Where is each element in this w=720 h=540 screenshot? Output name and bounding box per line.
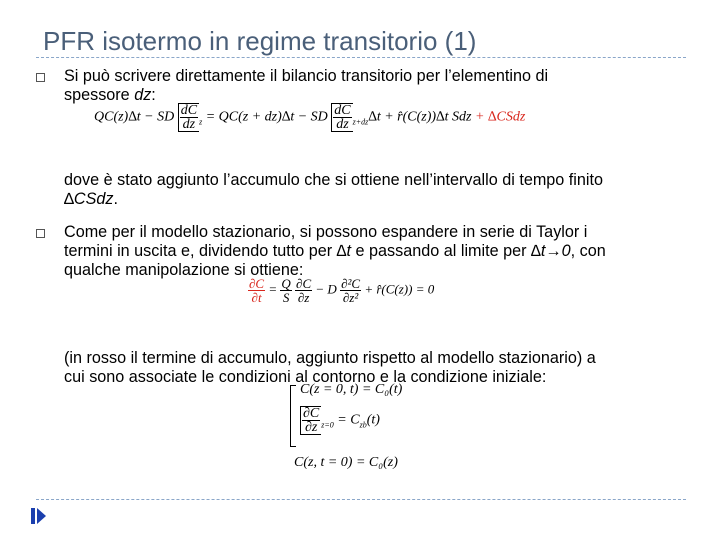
bullet-2-dt: ∆t (336, 242, 352, 260)
balance-eq: = (202, 109, 219, 125)
note-2-line-1: (in rosso il termine di accumulo, aggiunto rispetto al modello stazionario) a (64, 349, 596, 367)
bullet-1-var-dz: dz (134, 86, 152, 104)
note-1-post: . (113, 190, 118, 208)
boundary-condition-2 (300, 406, 380, 435)
pde-eq: = (265, 281, 281, 297)
pde-c-num: ∂C (296, 276, 312, 291)
balance-den-2: dz (336, 117, 349, 132)
pde-q-den: S (282, 290, 290, 305)
bullet-1-text (64, 67, 680, 105)
pde-d-num: ∂²C (341, 276, 361, 291)
pde-lhs-den: ∂t (251, 290, 262, 305)
bc2-rhs: = C (333, 412, 360, 428)
note-1-line-1: dove è stato aggiunto l’accumulo che si ottiene nell’intervallo di tempo finito (64, 171, 604, 189)
balance-num-2: dC (334, 103, 351, 118)
bullet-1-line-1: Si può scrivere direttamente il bilancio transitorio per l’elementino di (64, 67, 549, 85)
bullet-2-text (64, 223, 680, 280)
balance-term-a: QC(z)∆t − SD (94, 109, 175, 125)
bullet-1-line-2-pre: spessore (64, 86, 135, 104)
pde-tail: + r̂(C(z)) = 0 (361, 281, 435, 297)
balance-tail: ∆t + r̂(C(z))∆t Sdz (368, 109, 472, 125)
pde-d-den: ∂z² (342, 290, 359, 305)
bc2-rhs-sub: zb (359, 420, 367, 430)
bullet-1-line-2-post: : (151, 86, 156, 104)
next-slide-icon[interactable] (31, 508, 47, 524)
bullet-2-line-2-pre: termini in uscita e, dividendo tutto per (64, 242, 337, 260)
pde-c-den: ∂z (297, 290, 310, 305)
title-rule (36, 57, 686, 58)
bc2-tail: (t) (366, 412, 380, 428)
bullet-2-line-2-mid: e passando al limite per (351, 242, 532, 260)
bc2-den: ∂z (304, 420, 318, 435)
boundary-condition-1: C(z = 0, t) = C₀(t) (300, 382, 403, 397)
balance-equation (94, 103, 525, 132)
bullet-2-line-2-post: , con (570, 242, 606, 260)
balance-den-1: dz (182, 117, 196, 132)
bullet-2-limit: ∆t→0 (531, 242, 571, 260)
bullet-2-line-3: qualche manipolazione si ottiene: (64, 261, 304, 279)
pde-minus-d: − D (312, 281, 337, 297)
balance-num-1: dC (180, 103, 198, 118)
balance-sub-2: z+dz (352, 117, 369, 127)
bullet-2-line-1: Come per il modello stazionario, si possono espandere in serie di Taylor i (64, 223, 588, 241)
note-1-delta: ∆ (64, 190, 74, 208)
note-2-line-2: cui sono associate le condizioni al contorno e la condizione iniziale: (64, 368, 547, 386)
note-1-text (64, 171, 680, 209)
initial-condition: C(z, t = 0) = C₀(z) (294, 455, 398, 470)
bc2-num: ∂C (303, 406, 320, 421)
pde-lhs-num: ∂C (249, 276, 265, 291)
footer-rule (36, 499, 686, 500)
slide-title: PFR isotermo in regime transitorio (1) (43, 26, 477, 56)
note-1-var: CSdz (73, 190, 114, 208)
square-bullet-icon (36, 229, 45, 238)
pde-q-num: Q (281, 276, 291, 291)
bc2-sub: z=0 (321, 420, 334, 430)
balance-term-b: QC(z + dz)∆t − SD (218, 109, 328, 125)
square-bullet-icon (36, 73, 45, 82)
balance-sub-1: z (199, 117, 203, 127)
conditions-brace (290, 385, 296, 447)
pde-equation (248, 277, 434, 304)
balance-accumulation-term: + ∆CSdz (471, 109, 526, 125)
